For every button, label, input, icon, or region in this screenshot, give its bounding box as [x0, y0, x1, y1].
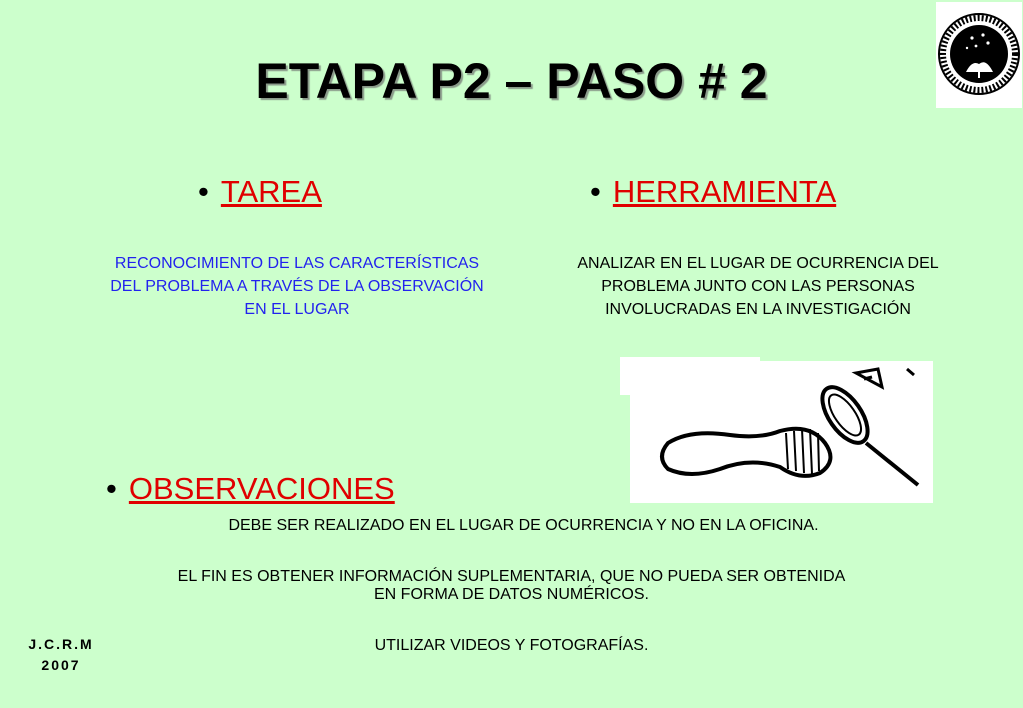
observaciones-label: OBSERVACIONES [128, 471, 395, 506]
observacion-line-2 [0, 568, 1023, 604]
observacion-line-1: DEBE SER REALIZADO EN EL LUGAR DE OCURRENCIA Y NO EN LA OFICINA. [228, 517, 819, 534]
tarea-heading [198, 174, 322, 210]
observacion-line-3: UTILIZAR VIDEOS Y FOTOGRAFÍAS. [374, 637, 649, 654]
author-year: 2007 [41, 657, 81, 673]
herramienta-description: ANALIZAR EN EL LUGAR DE OCURRENCIA DEL PROBLEMA JUNTO CON LAS PERSONAS INVOLUCRADAS EN LA INVESTIGACIÓN [577, 255, 939, 318]
footprint-magnifier-icon [620, 357, 933, 503]
tarea-description: RECONOCIMIENTO DE LAS CARACTERÍSTICAS DEL PROBLEMA A TRAVÉS DE LA OBSERVACIÓN EN EL LUGAR [110, 255, 484, 318]
observacion-line-2b: EN FORMA DE DATOS NUMÉRICOS. [374, 586, 649, 603]
observaciones-heading [106, 471, 395, 507]
tarea-label: TAREA [220, 174, 322, 209]
herramienta-heading [590, 174, 836, 210]
herramienta-label: HERRAMIENTA [612, 174, 837, 209]
slide-title: ETAPA P2 – PASO # 2 [255, 53, 768, 109]
author-initials: J.C.R.M [28, 636, 94, 652]
author-footer [16, 634, 106, 676]
bullet-point: • [590, 174, 601, 209]
bullet-point: • [106, 471, 117, 506]
observacion-line-2a: EL FIN ES OBTENER INFORMACIÓN SUPLEMENTARIA, QUE NO PUEDA SER OBTENIDA [177, 568, 846, 585]
bullet-point: • [198, 174, 209, 209]
university-seal-icon [936, 2, 1022, 108]
